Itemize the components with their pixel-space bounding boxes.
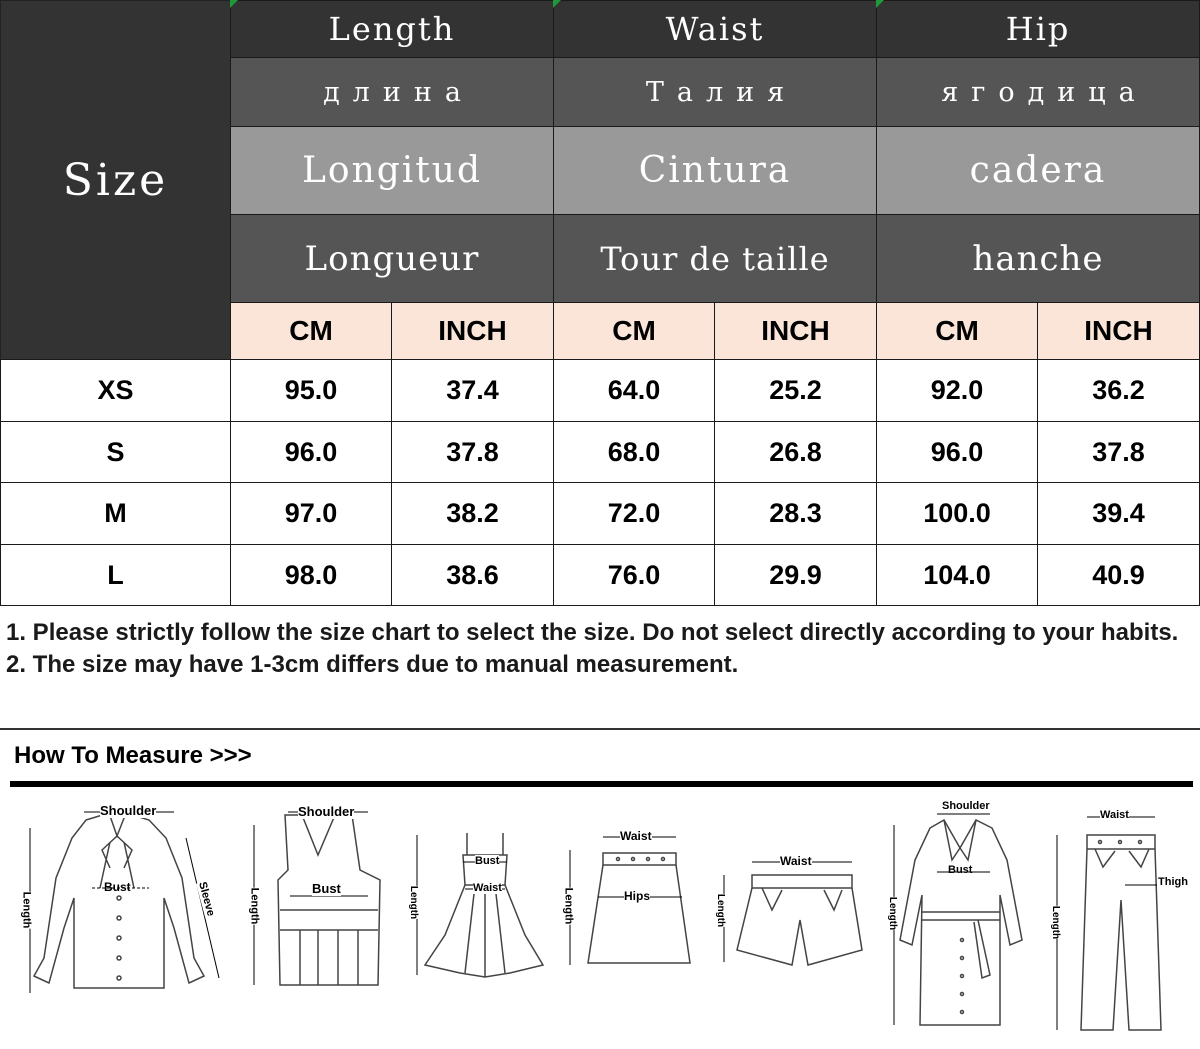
table-cell: 100.0: [876, 482, 1038, 545]
table-cell: 68.0: [553, 421, 715, 483]
table-cell: 97.0: [230, 482, 392, 545]
table-cell: 38.6: [391, 544, 554, 606]
unit-header: CM: [553, 302, 715, 360]
header-waist-ru: Талия: [553, 57, 877, 127]
bust-label: Bust: [312, 881, 341, 896]
header-hip-en: Hip: [876, 0, 1200, 58]
length-label: Length: [248, 887, 261, 925]
unit-header: INCH: [391, 302, 554, 360]
table-cell: 25.2: [714, 359, 877, 422]
header-corner-mark: [876, 0, 884, 8]
length-label: Length: [887, 896, 899, 931]
row-size-label: XS: [0, 359, 231, 422]
section-divider: [0, 728, 1200, 730]
table-cell: 92.0: [876, 359, 1038, 422]
length-label: Length: [715, 893, 727, 928]
coat-figure: [882, 800, 1032, 1035]
table-cell: 36.2: [1037, 359, 1200, 422]
note-2: 2. The size may have 1-3cm differs due to manual measurement.: [6, 651, 739, 678]
row-size-label: M: [0, 482, 231, 545]
bust-label: Bust: [475, 855, 500, 867]
shorts-figure: [712, 850, 872, 970]
length-label: Length: [1050, 905, 1062, 940]
table-cell: 37.4: [391, 359, 554, 422]
table-cell: 39.4: [1037, 482, 1200, 545]
blouse-figure: [14, 798, 226, 1003]
dress-figure: [405, 825, 545, 990]
header-waist-es: Cintura: [553, 126, 877, 215]
waist-label: Waist: [1100, 809, 1129, 821]
note-1: 1. Please strictly follow the size chart to select the size. Do not select directly according to your habits.: [6, 619, 1179, 646]
unit-header: CM: [230, 302, 392, 360]
table-cell: 98.0: [230, 544, 392, 606]
header-waist-en: Waist: [553, 0, 877, 58]
pants-figure: [1045, 805, 1195, 1035]
waist-label: Waist: [473, 882, 502, 894]
how-to-measure-underline: [10, 781, 1193, 787]
bust-label: Bust: [948, 864, 973, 876]
unit-header: CM: [876, 302, 1038, 360]
header-corner-mark: [553, 0, 561, 8]
row-size-label: L: [0, 544, 231, 606]
shoulder-label: Shoulder: [942, 800, 990, 812]
size-column-header: Size: [0, 0, 231, 360]
table-cell: 96.0: [230, 421, 392, 483]
header-length-es: Longitud: [230, 126, 554, 215]
shoulder-label: Shoulder: [298, 804, 355, 819]
table-cell: 76.0: [553, 544, 715, 606]
row-size-label: S: [0, 421, 231, 483]
bust-label: Bust: [104, 880, 131, 894]
header-length-fr: Longueur: [230, 214, 554, 303]
table-cell: 37.8: [391, 421, 554, 483]
hips-label: Hips: [624, 889, 651, 903]
header-hip-fr: hanche: [876, 214, 1200, 303]
unit-header: INCH: [1037, 302, 1200, 360]
thigh-label: Thigh: [1158, 876, 1188, 888]
sleeve-label: Sleeve: [196, 880, 217, 918]
length-label: Length: [408, 885, 420, 920]
how-to-measure-title: How To Measure >>>: [14, 742, 252, 769]
header-length-ru: длина: [230, 57, 554, 127]
table-cell: 29.9: [714, 544, 877, 606]
table-cell: 72.0: [553, 482, 715, 545]
table-cell: 37.8: [1037, 421, 1200, 483]
table-cell: 28.3: [714, 482, 877, 545]
header-waist-fr: Tour de taille: [553, 214, 877, 303]
header-hip-es: cadera: [876, 126, 1200, 215]
table-cell: 40.9: [1037, 544, 1200, 606]
length-label: Length: [562, 887, 575, 925]
header-hip-ru: ягодица: [876, 57, 1200, 127]
header-length-en: Length: [230, 0, 554, 58]
table-cell: 96.0: [876, 421, 1038, 483]
waist-label: Waist: [620, 829, 652, 843]
waist-label: Waist: [780, 854, 812, 868]
table-cell: 26.8: [714, 421, 877, 483]
length-label: Length: [20, 891, 33, 929]
shoulder-label: Shoulder: [100, 803, 157, 818]
unit-header: INCH: [714, 302, 877, 360]
size-notes: [6, 618, 1194, 680]
table-cell: 104.0: [876, 544, 1038, 606]
table-cell: 38.2: [391, 482, 554, 545]
table-cell: 64.0: [553, 359, 715, 422]
skirt-figure: [558, 825, 698, 975]
header-corner-mark: [230, 0, 238, 8]
tank-top-figure: [240, 800, 390, 995]
table-cell: 95.0: [230, 359, 392, 422]
